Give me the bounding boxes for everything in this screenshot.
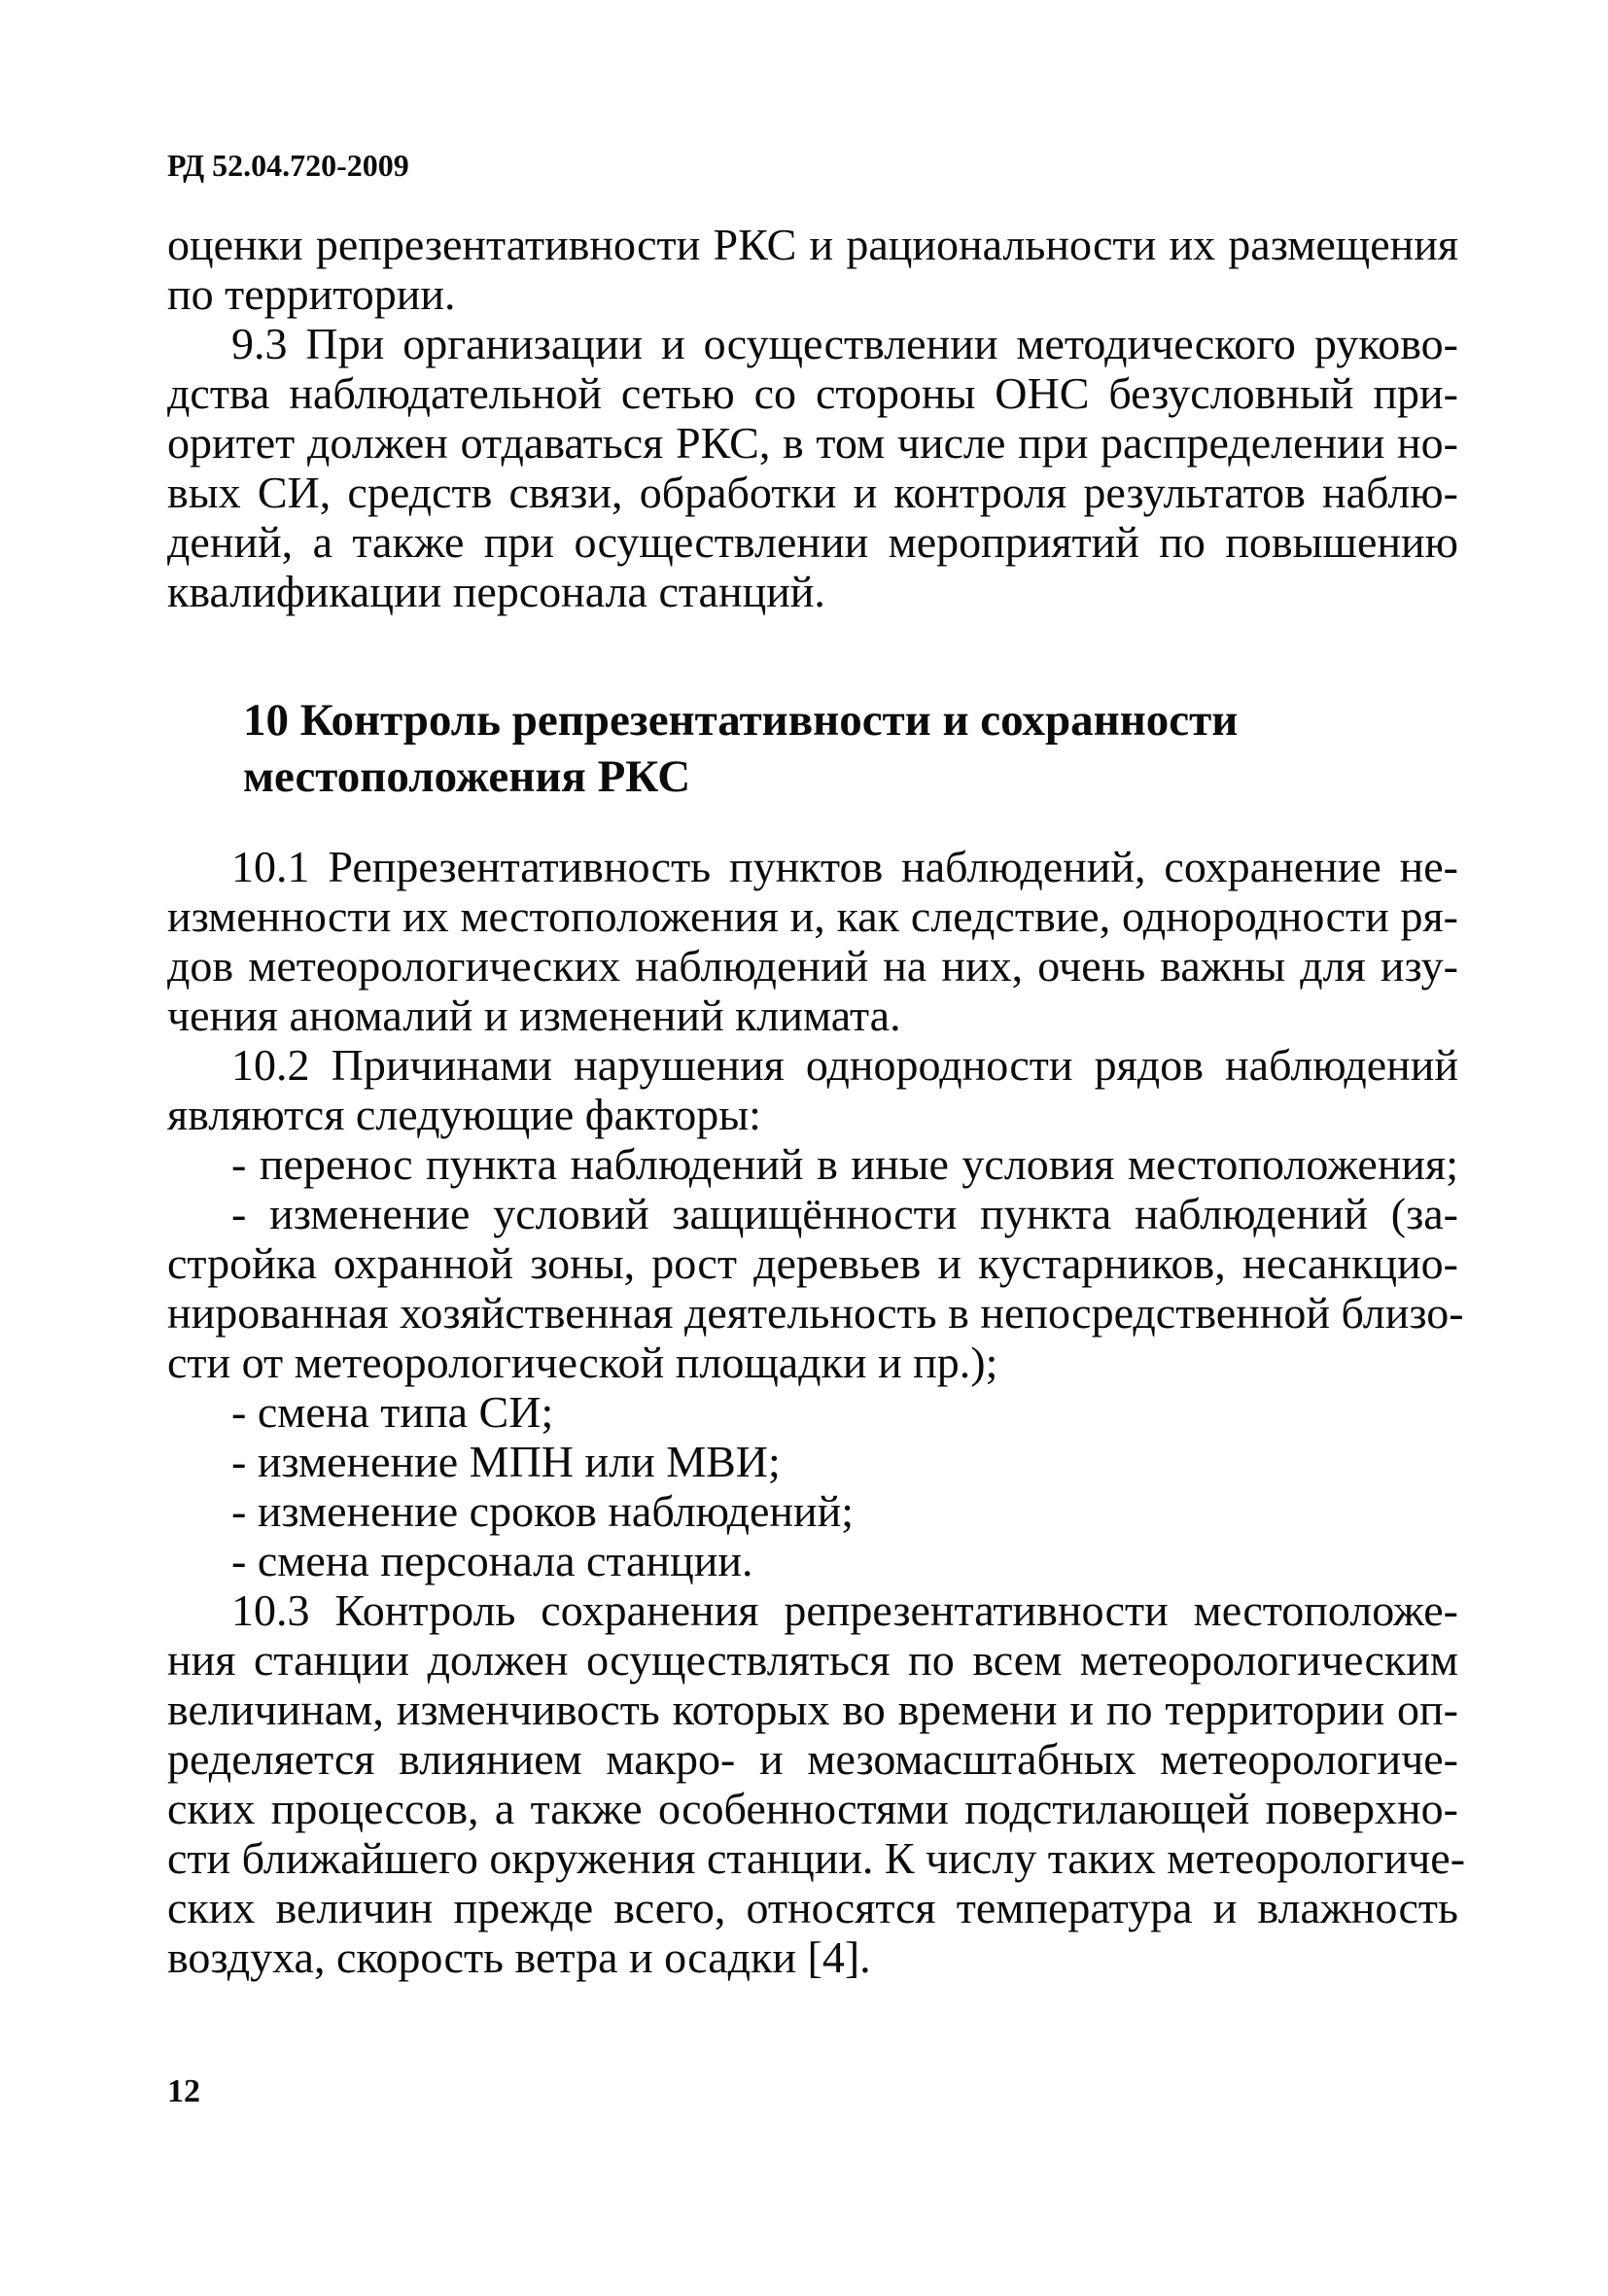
text-line: дов метеорологических наблюдений на них, очень важны для изу- bbox=[167, 941, 1458, 991]
intro-paragraph bbox=[167, 220, 1458, 319]
text-line: по территории. bbox=[167, 269, 456, 319]
text-line: оценки репрезентативности РКС и рациональности их размещения bbox=[167, 220, 1458, 269]
text-line: 9.3 При организации и осуществлении методического руково- bbox=[231, 319, 1458, 368]
text-block-top bbox=[167, 220, 1458, 616]
document-code-header: РД 52.04.720-2009 bbox=[167, 148, 409, 183]
section-heading-line-1: 10 Контроль репрезентативности и сохранности bbox=[243, 695, 1239, 746]
text-line: дства наблюдательной сетью со стороны ОНС безусловный при- bbox=[167, 368, 1458, 418]
text-line: оритет должен отдаваться РКС, в том числе при распределении но- bbox=[167, 418, 1458, 468]
list-item: - изменение сроков наблюдений; bbox=[231, 1486, 855, 1536]
paragraph-10-3 bbox=[167, 1585, 1466, 1982]
list-item: - перенос пункта наблюдений в иные условия местоположения; bbox=[231, 1139, 1458, 1189]
text-line: вых СИ, средств связи, обработки и контроля результатов наблю- bbox=[167, 468, 1458, 517]
text-line: квалификации персонала станций. bbox=[167, 567, 825, 616]
text-line: ских процессов, а также особенностями подстилающей поверхно- bbox=[167, 1784, 1458, 1833]
text-line: дений, а также при осуществлении мероприятий по повышению bbox=[167, 517, 1458, 567]
section-heading bbox=[243, 692, 1238, 805]
list-item: - изменение МПН или МВИ; bbox=[231, 1437, 781, 1486]
text-line: стройка охранной зоны, рост деревьев и кустарников, несанкцио- bbox=[167, 1238, 1458, 1288]
paragraph-10-2 bbox=[167, 1040, 1458, 1139]
paragraph-10-1 bbox=[167, 842, 1458, 1040]
list-item-multiline bbox=[167, 1189, 1464, 1387]
text-line: 10.1 Репрезентативность пунктов наблюдений, сохранение не- bbox=[231, 842, 1458, 891]
text-line: изменности их местоположения и, как следствие, однородности ря- bbox=[167, 891, 1458, 941]
text-line: являются следующие факторы: bbox=[167, 1090, 761, 1139]
paragraph-9-3 bbox=[167, 319, 1458, 616]
text-line: нированная хозяйственная деятельность в непосредственной близо- bbox=[167, 1288, 1464, 1338]
page-number: 12 bbox=[167, 2073, 200, 2109]
list-item: - смена типа СИ; bbox=[231, 1387, 554, 1437]
text-line: 10.3 Контроль сохранения репрезентативности местоположе- bbox=[231, 1585, 1458, 1635]
text-block-section-10 bbox=[167, 842, 1466, 1982]
factor-list bbox=[167, 1139, 1464, 1585]
text-line: чения аномалий и изменений климата. bbox=[167, 991, 901, 1040]
text-line: ределяется влиянием макро- и мезомасштабных метеорологиче- bbox=[167, 1734, 1458, 1784]
text-line: воздуха, скорость ветра и осадки [4]. bbox=[167, 1932, 871, 1982]
text-line: 10.2 Причинами нарушения однородности рядов наблюдений bbox=[231, 1040, 1458, 1090]
text-line: сти от метеорологической площадки и пр.); bbox=[167, 1338, 998, 1387]
section-heading-line-2: местоположения РКС bbox=[243, 751, 691, 802]
text-line: величинам, изменчивость которых во времени и по территории оп- bbox=[167, 1685, 1458, 1734]
list-item: - смена персонала станции. bbox=[231, 1536, 753, 1585]
text-line: ских величин прежде всего, относятся температура и влажность bbox=[167, 1883, 1458, 1932]
text-line: сти ближайшего окружения станции. К числу таких метеорологиче- bbox=[167, 1833, 1466, 1883]
text-line: - изменение условий защищённости пункта наблюдений (за- bbox=[231, 1189, 1458, 1238]
text-line: ния станции должен осуществляться по всем метеорологическим bbox=[167, 1635, 1458, 1685]
